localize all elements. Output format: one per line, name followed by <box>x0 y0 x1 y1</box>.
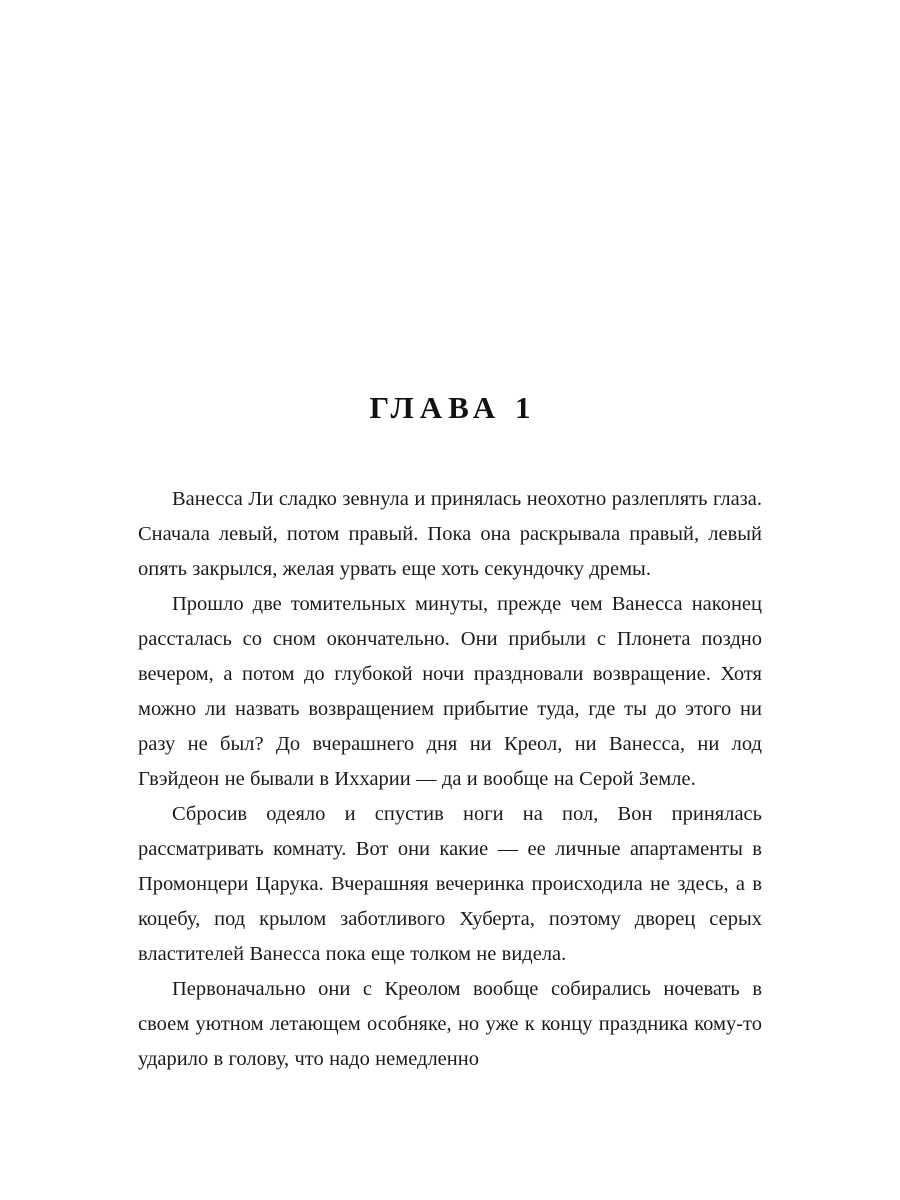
chapter-title: ГЛАВА 1 <box>369 390 537 425</box>
body-paragraph: Первоначально они с Креолом вообще собирались ночевать в своем уютном летающем особняке, но уже к концу праздника кому-то ударило в голову, что надо немедленно <box>138 978 762 1070</box>
page-content <box>138 390 762 1077</box>
body-paragraph: Сбросив одеяло и спустив ноги на пол, Вон принялась рассматривать комнату. Вот они какие — ее личные апартаменты в Промонцери Царука. Вчерашняя вечеринка происходила не здесь, а в коцебу, под крылом заботливого Хуберта, поэтому дворец серых властителей Ванесса пока еще толком не видела. <box>138 803 762 965</box>
body-paragraph: Ванесса Ли сладко зевнула и принялась неохотно разлеплять глаза. Сначала левый, потом правый. Пока она раскрывала правый, левый опять закрылся, желая урвать еще хоть секундочку дремы. <box>138 488 762 580</box>
body-paragraph: Прошло две томительных минуты, прежде чем Ванесса наконец рассталась со сном окончательно. Они прибыли с Плонета поздно вечером, а потом до глубокой ночи праздновали возвращение. Хотя можно ли назвать возвращением прибытие туда, где ты до этого ни разу не был? До вчерашнего дня ни Креол, ни Ванесса, ни лод Гвэйдеон не бывали в Иххарии — да и вообще на Серой Земле. <box>138 593 762 790</box>
